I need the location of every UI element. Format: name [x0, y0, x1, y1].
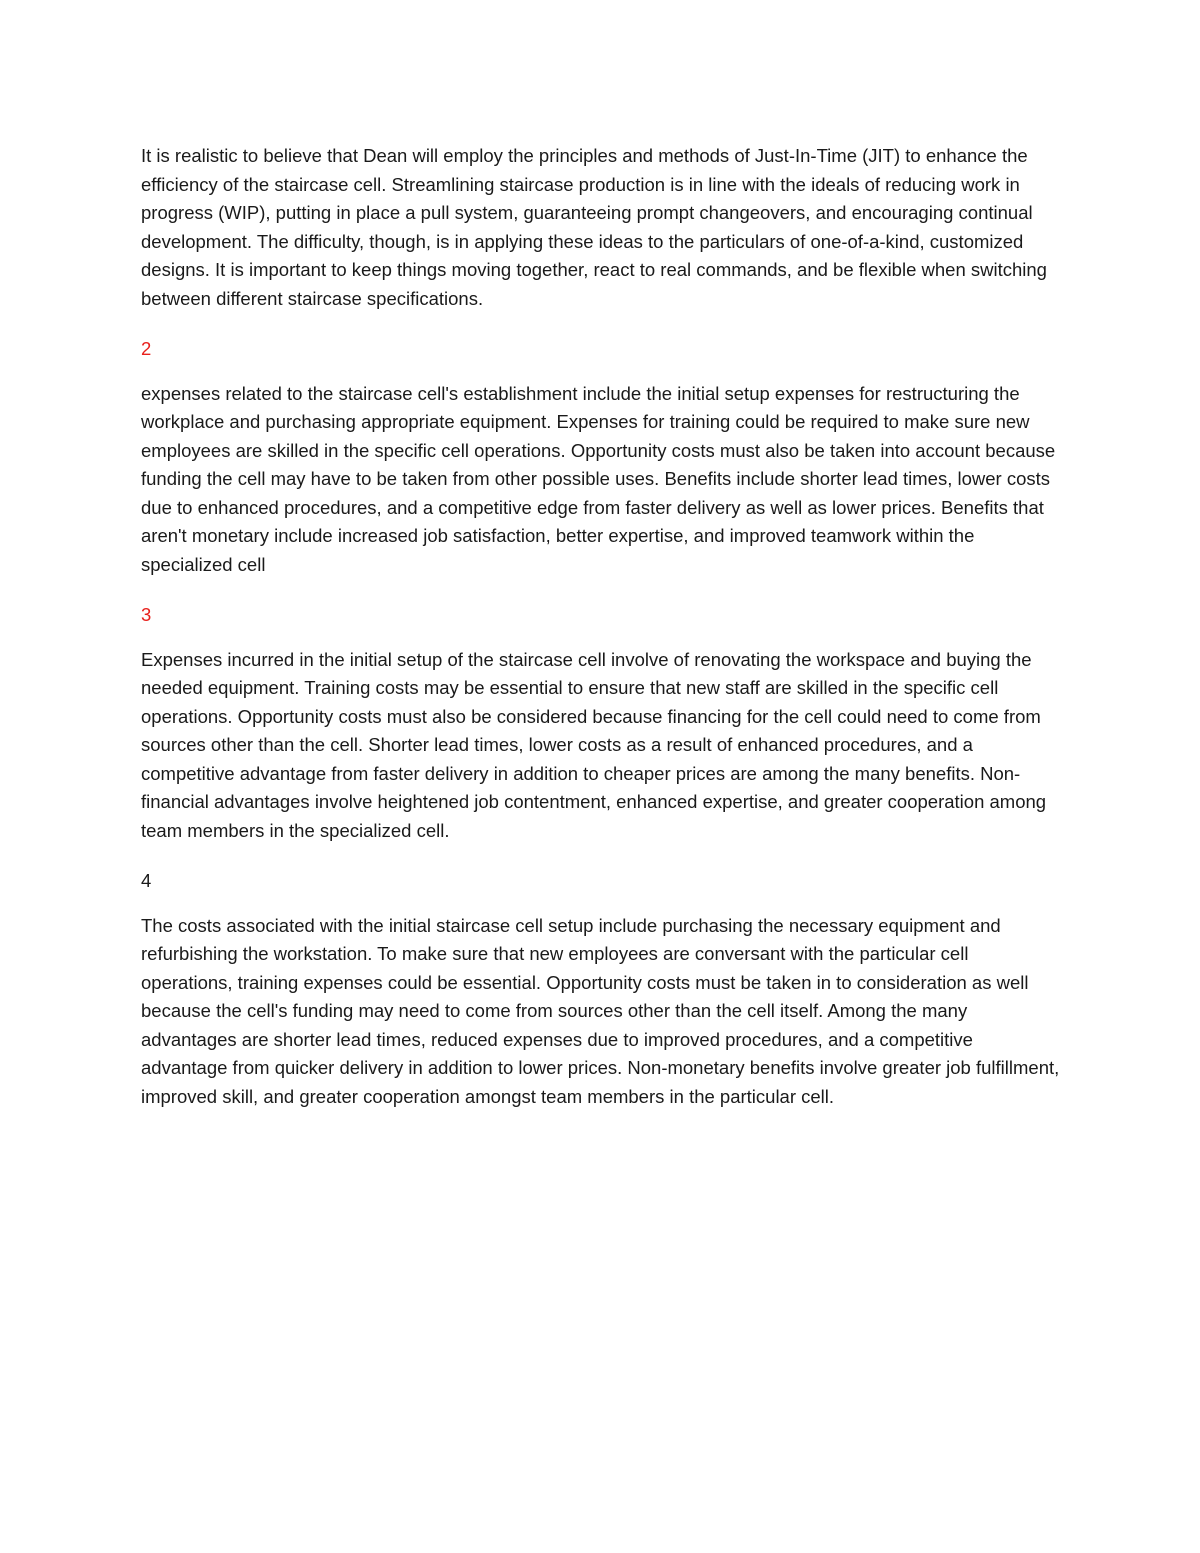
document-body — [141, 142, 1063, 1111]
paragraph-1: It is realistic to believe that Dean will employ the principles and methods of Just-In-Time (JIT) to enhance the efficiency of the staircase cell. Streamlining staircase production is in line with the ideals of reducing work in progress (WIP), putting in place a pull system, guaranteeing prompt changeovers, and encouraging continual development. The difficulty, though, is in applying these ideas to the particulars of one-of-a-kind, customized designs. It is important to keep things moving together, react to real commands, and be flexible when switching between different staircase specifications. — [141, 145, 1047, 309]
section-number-3: 3 — [141, 604, 152, 625]
paragraph-3: Expenses incurred in the initial setup of the staircase cell involve of renovating the workspace and buying the needed equipment. Training costs may be essential to ensure that new staff are skilled in the specific cell operations. Opportunity costs must also be considered because financing for the cell could need to come from sources other than the cell. Shorter lead times, lower costs as a result of enhanced procedures, and a competitive advantage from faster delivery in addition to cheaper prices are among the many benefits. Non-financial advantages involve heightened job contentment, enhanced expertise, and greater cooperation among team members in the specialized cell. — [141, 648, 1047, 841]
paragraph-2: expenses related to the staircase cell's establishment include the initial setup expenses for restructuring the workplace and purchasing appropriate equipment. Expenses for training could be required to make sure new employees are skilled in the specific cell operations. Opportunity costs must also be taken into account because funding the cell may have to be taken from other possible uses. Benefits include shorter lead times, lower costs due to enhanced procedures, and a competitive edge from faster delivery as well as lower prices. Benefits that aren't monetary include increased job satisfaction, better expertise, and improved teamwork within the specialized cell — [141, 382, 1056, 575]
section-number-4: 4 — [141, 870, 152, 891]
paragraph-4: The costs associated with the initial staircase cell setup include purchasing the necessary equipment and refurbishing the workstation. To make sure that new employees are conversant with the particular cell operations, training expenses could be essential. Opportunity costs must be taken in to consideration as well because the cell's funding may need to come from sources other than the cell itself. Among the many advantages are shorter lead times, reduced expenses due to improved procedures, and a competitive advantage from quicker delivery in addition to lower prices. Non-monetary benefits involve greater job fulfillment, improved skill, and greater cooperation amongst team members in the particular cell. — [141, 914, 1060, 1107]
section-number-2: 2 — [141, 338, 152, 359]
